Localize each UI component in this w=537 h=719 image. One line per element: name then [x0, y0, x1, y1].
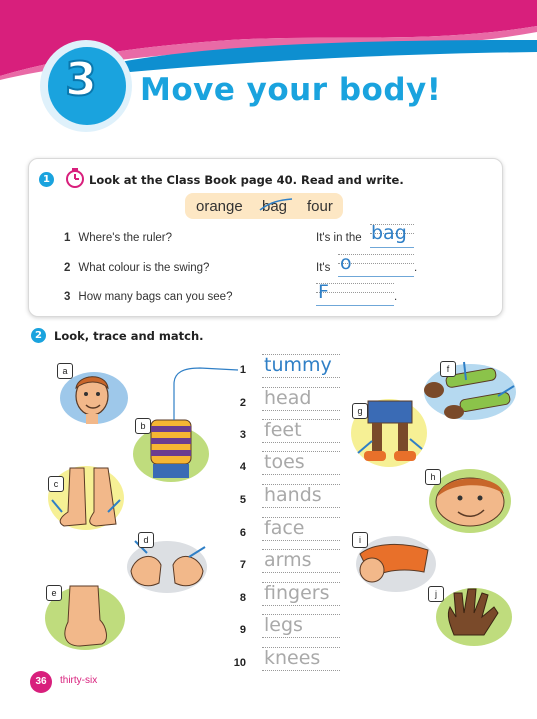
- page-number-words: thirty-six: [60, 675, 98, 686]
- word-box-word: four: [307, 198, 333, 215]
- item-number: 10: [233, 657, 246, 669]
- word-box-word: bag: [262, 198, 288, 215]
- question-3: [64, 291, 232, 303]
- trace-word[interactable]: feet: [264, 419, 302, 441]
- stopwatch-icon: [65, 167, 85, 189]
- picture-letter-d: d: [138, 532, 154, 548]
- page-number: 36: [30, 671, 52, 693]
- item-number: 6: [239, 527, 246, 539]
- trace-guide: [262, 605, 340, 606]
- picture-letter-i: i: [352, 532, 368, 548]
- answer-3[interactable]: F: [318, 281, 329, 303]
- question-text: What colour is the swing?: [78, 262, 210, 274]
- trace-guide: [262, 442, 340, 443]
- trace-word[interactable]: tummy: [264, 354, 332, 376]
- question-1: [64, 232, 172, 244]
- answer-suffix: .: [414, 262, 418, 274]
- picture-letter-h: h: [425, 469, 441, 485]
- trace-guide: [262, 540, 340, 541]
- picture-letter-b: b: [135, 418, 151, 434]
- picture-letter-f: f: [440, 361, 456, 377]
- item-number: 1: [239, 364, 246, 376]
- trace-guide: [262, 637, 340, 638]
- writing-line: [370, 247, 414, 248]
- trace-word[interactable]: toes: [264, 451, 305, 473]
- item-number: 9: [239, 624, 246, 636]
- picture-letter-c: c: [48, 476, 64, 492]
- trace-word[interactable]: head: [264, 387, 312, 409]
- item-number: 4: [239, 461, 246, 473]
- writing-line: [338, 276, 414, 277]
- trace-word[interactable]: hands: [264, 484, 322, 506]
- trace-guide: [262, 377, 340, 378]
- question-number: 3: [64, 291, 71, 303]
- trace-guide: [262, 507, 340, 508]
- trace-guide: [262, 670, 340, 671]
- item-number: 7: [239, 559, 246, 571]
- picture-letter-j: j: [428, 586, 444, 602]
- picture-letter-a: a: [57, 363, 73, 379]
- trace-guide: [262, 474, 340, 475]
- exercise-1-instruction: Look at the Class Book page 40. Read and write.: [89, 173, 404, 187]
- answer-prefix: It's: [316, 262, 331, 274]
- unit-number: 3: [64, 52, 97, 106]
- answer-prefix: It's in the: [316, 232, 362, 244]
- picture-fingers: [434, 585, 514, 647]
- picture-feet: [46, 462, 126, 532]
- item-number: 2: [239, 397, 246, 409]
- question-number: 1: [64, 232, 71, 244]
- question-text: How many bags can you see?: [78, 291, 233, 303]
- trace-guide: [262, 572, 340, 573]
- word-box-word: orange: [196, 198, 243, 215]
- exercise-1-number: 1: [39, 172, 54, 187]
- unit-title: Move your body!: [140, 72, 442, 108]
- exercise-2-number: 2: [31, 328, 46, 343]
- answer-2[interactable]: o: [340, 252, 352, 274]
- question-number: 2: [64, 262, 71, 274]
- item-number: 8: [239, 592, 246, 604]
- question-text: Where's the ruler?: [78, 232, 173, 244]
- answer-suffix: .: [394, 291, 398, 303]
- picture-arms: [420, 360, 516, 422]
- exercise-2-instruction: Look, trace and match.: [54, 329, 204, 343]
- trace-word[interactable]: knees: [264, 647, 321, 669]
- trace-word[interactable]: arms: [264, 549, 312, 571]
- writing-line: [316, 305, 394, 306]
- item-number: 5: [239, 494, 246, 506]
- trace-guide: [262, 410, 340, 411]
- trace-word[interactable]: legs: [264, 614, 303, 636]
- picture-letter-e: e: [46, 585, 62, 601]
- trace-word[interactable]: fingers: [264, 582, 330, 604]
- question-2: [64, 262, 209, 274]
- item-number: 3: [239, 429, 246, 441]
- crossed-out-mark: [258, 196, 294, 216]
- picture-letter-g: g: [352, 403, 368, 419]
- answer-1[interactable]: bag: [371, 222, 407, 244]
- trace-word[interactable]: face: [264, 517, 305, 539]
